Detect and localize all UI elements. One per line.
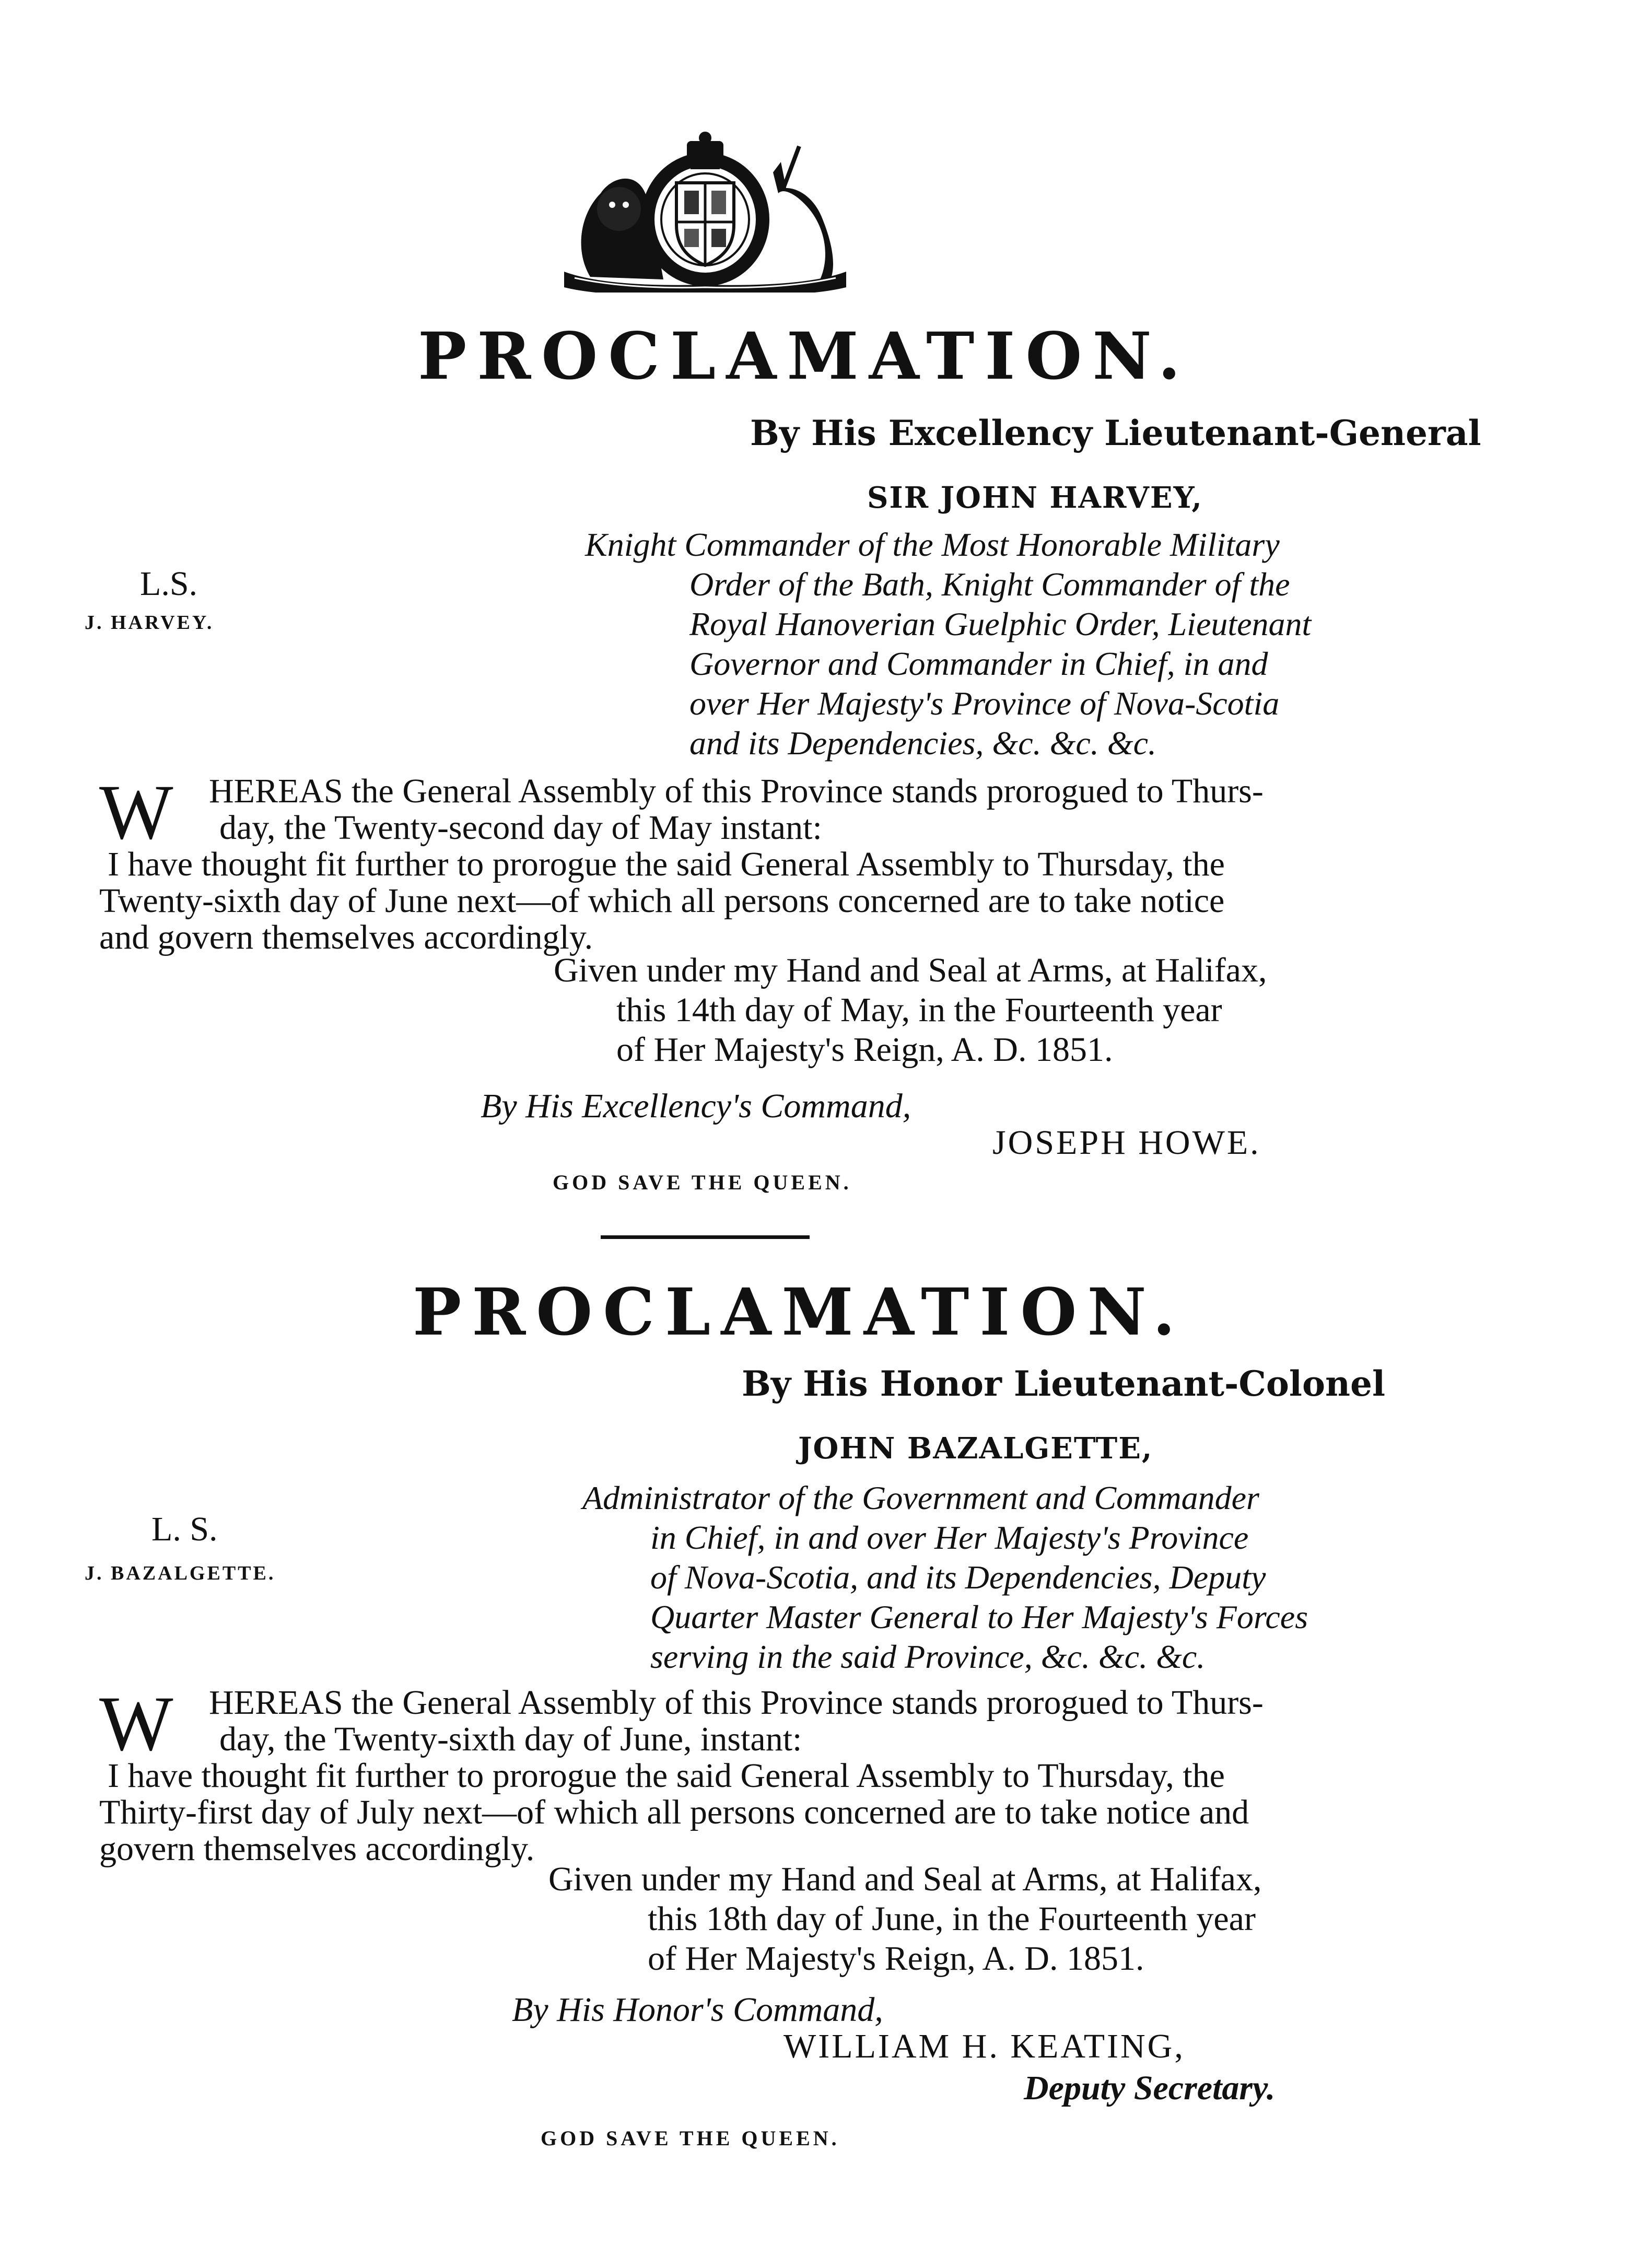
body-line: day, the Twenty-sixth day of June, instant:	[219, 1720, 802, 1758]
title-line: Administrator of the Government and Commander	[582, 1479, 1259, 1516]
title-line: and its Dependencies, &c. &c. &c.	[689, 724, 1156, 762]
proclamation-2-title: PROCLAMATION.	[413, 1275, 1186, 1350]
title-line: in Chief, in and over Her Majesty's Province	[650, 1519, 1249, 1556]
drop-cap: W	[99, 1680, 173, 1767]
title-line: Quarter Master General to Her Majesty's Forces	[650, 1598, 1308, 1635]
title-line: Royal Hanoverian Guelphic Order, Lieutenant	[689, 605, 1312, 642]
proclamation-1-byline: By His Excellency Lieutenant-General	[750, 413, 1481, 453]
body-line: and govern themselves accordingly.	[99, 918, 593, 956]
proclamation-2-command: By His Honor's Command,	[512, 1991, 883, 2029]
proclamation-2-seal: L. S.	[151, 1510, 218, 1548]
title-line: of Nova-Scotia, and its Dependencies, Deputy	[650, 1559, 1266, 1596]
proclamation-2-titles	[582, 1478, 1308, 1677]
proclamation-1-title: PROCLAMATION.	[418, 319, 1191, 394]
proclamation-1-seal: L.S.	[140, 565, 198, 603]
body-line: Twenty-sixth day of June next—of which all persons concerned are to take notice	[99, 882, 1225, 920]
proclamation-1-signer: J. HARVEY.	[85, 612, 214, 634]
body-line: day, the Twenty-second day of May instant:	[219, 809, 822, 847]
title-line: Order of the Bath, Knight Commander of the	[689, 566, 1290, 603]
body-line: HEREAS the General Assembly of this Province stands prorogued to Thurs-	[209, 772, 1264, 810]
given-line: of Her Majesty's Reign, A. D. 1851.	[648, 1939, 1144, 1978]
given-line: Given under my Hand and Seal at Arms, at Halifax,	[554, 951, 1267, 989]
given-line: Given under my Hand and Seal at Arms, at Halifax,	[548, 1860, 1262, 1898]
body-line: Thirty-first day of July next—of which all persons concerned are to take notice and	[99, 1793, 1249, 1831]
proclamation-1-titles	[585, 525, 1311, 763]
body-line: I have thought fit further to prorogue the said General Assembly to Thursday, the	[108, 845, 1225, 883]
proclamation-1-closing: GOD SAVE THE QUEEN.	[553, 1171, 852, 1194]
section-divider	[601, 1235, 810, 1239]
proclamation-2-name: JOHN BAZALGETTE,	[798, 1431, 1153, 1466]
given-line: of Her Majesty's Reign, A. D. 1851.	[616, 1031, 1113, 1069]
title-line: Knight Commander of the Most Honorable Military	[585, 526, 1280, 563]
body-line: HEREAS the General Assembly of this Province stands prorogued to Thurs-	[209, 1684, 1264, 1722]
proclamation-2-signer: J. BAZALGETTE.	[85, 1562, 276, 1584]
title-line: serving in the said Province, &c. &c. &c.	[650, 1638, 1206, 1675]
title-line: Governor and Commander in Chief, in and	[689, 645, 1268, 682]
proclamation-2-closing: GOD SAVE THE QUEEN.	[541, 2126, 840, 2150]
proclamation-1-secretary: JOSEPH HOWE.	[992, 1124, 1261, 1162]
proclamation-2-secretary: WILLIAM H. KEATING,	[783, 2027, 1185, 2065]
given-line: this 18th day of June, in the Fourteenth year	[648, 1900, 1256, 1938]
proclamation-2-secretary-title: Deputy Secretary.	[1024, 2069, 1276, 2107]
given-line: this 14th day of May, in the Fourteenth year	[616, 991, 1222, 1029]
proclamation-2-byline: By His Honor Lieutenant-Colonel	[742, 1363, 1386, 1404]
proclamation-1-given	[554, 951, 1267, 1070]
body-line: govern themselves accordingly.	[99, 1830, 535, 1868]
title-line: over Her Majesty's Province of Nova-Scotia	[689, 685, 1280, 722]
proclamation-2-given	[548, 1860, 1261, 1979]
body-line: I have thought fit further to prorogue the said General Assembly to Thursday, the	[108, 1757, 1225, 1795]
royal-coat-of-arms-icon	[554, 131, 857, 293]
proclamation-1-command: By His Excellency's Command,	[481, 1087, 911, 1125]
proclamation-1-name: SIR JOHN HARVEY,	[867, 481, 1203, 515]
drop-cap: W	[99, 769, 173, 856]
